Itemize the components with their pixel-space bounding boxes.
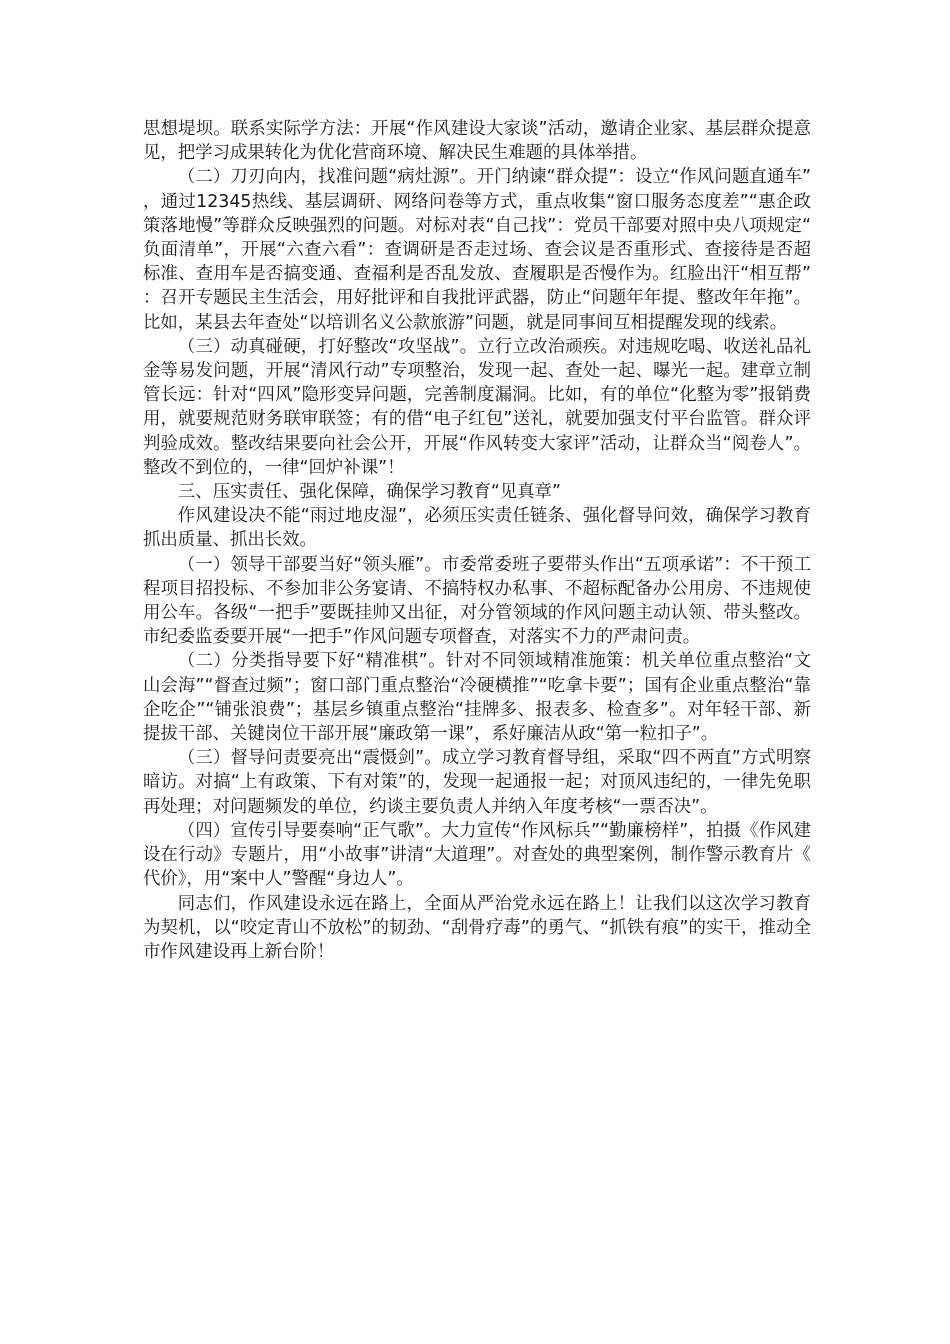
closing-paragraph: 同志们，作风建设永远在路上，全面从严治党永远在路上！让我们以这次学习教育为契机，以“咬定青山不放松”的韧劲、“刮骨疗毒”的勇气、“抓铁有痕”的实干，推动全市作风建设再上新台阶！	[143, 893, 811, 962]
paragraph-2: （二）刀刃向内，找准问题“病灶源”。开门纳谏“群众提”：设立“作风问题直通车”，通过12345热线、基层调研、网络问卷等方式，重点收集“窗口服务态度差”“惠企政策落地慢”等群众反映强烈的问题。对标对表“自己找”：党员干部要对照中央八项规定“负面清单”，开展“六查六看”：查调研是否走过场、查会议是否重形式、查接待是否超标准、查用车是否搞变通、查福利是否乱发放、查履职是否慢作为。红脸出汗“相互帮”：召开专题民主生活会，用好批评和自我批评武器，防止“问题年年提、整改年年拖”。比如，某县去年查处“以培训名义公款旅游”问题，就是同事间互相提醒发现的线索。	[143, 167, 811, 333]
document-page	[143, 117, 811, 964]
paragraph-1: 思想堤坝。联系实际学方法：开展“作风建设大家谈”活动，邀请企业家、基层群众提意见，把学习成果转化为优化营商环境、解决民生难题的具体举措。	[143, 119, 811, 164]
paragraph-7: （二）分类指导要下好“精准棋”。针对不同领域精准施策：机关单位重点整治“文山会海”“督查过频”；窗口部门重点整治“冷硬横推”“吃拿卡要”；国有企业重点整治“靠企吃企”“铺张浪费”；基层乡镇重点整治“挂牌多、报表多、检查多”。对年轻干部、新提拔干部、关键岗位干部开展“廉政第一课”，系好廉洁从政“第一粒扣子”。	[143, 651, 811, 745]
paragraph-3: （三）动真碰硬，打好整改“攻坚战”。立行立改治顽疾。对违规吃喝、收送礼品礼金等易发问题，开展“清风行动”专项整治，发现一起、查处一起、曝光一起。建章立制管长远：针对“四风”隐形变异问题，完善制度漏洞。比如，有的单位“化整为零”报销费用，就要规范财务联审联签；有的借“电子红包”送礼，就要加强支付平台监管。群众评判验成效。整改结果要向社会公开，开展“作风转变大家评”活动，让群众当“阅卷人”。整改不到位的，一律“回炉补课”！	[143, 336, 811, 478]
section-heading: 三、压实责任、强化保障，确保学习教育“见真章”	[177, 482, 562, 503]
paragraph-8: （三）督导问责要亮出“震慑剑”。成立学习教育督导组，采取“四不两直”方式明察暗访。对搞“上有政策、下有对策”的，发现一起通报一起；对顶风违纪的，一律先免职再处理；对问题频发的单位，约谈主要负责人并纳入年度考核“一票否决”。	[143, 748, 811, 817]
paragraph-5: 作风建设决不能“雨过地皮湿”，必须压实责任链条、强化督导问效，确保学习教育抓出质量、抓出长效。	[143, 506, 811, 551]
paragraph-6: （一）领导干部要当好“领头雁”。市委常委班子要带头作出“五项承诺”：不干预工程项目招投标、不参加非公务宴请、不搞特权办私事、不超标配备办公用房、不违规使用公车。各级“一把手”要既挂帅又出征，对分管领域的作风问题主动认领、带头整改。市纪委监委要开展“一把手”作风问题专项督查，对落实不力的严肃问责。	[143, 554, 811, 648]
paragraph-9: （四）宣传引导要奏响“正气歌”。大力宣传“作风标兵”“勤廉榜样”，拍摄《作风建设在行动》专题片，用“小故事”讲清“大道理”。对查处的典型案例，制作警示教育片《代价》，用“案中人”警醒“身边人”。	[143, 820, 811, 890]
